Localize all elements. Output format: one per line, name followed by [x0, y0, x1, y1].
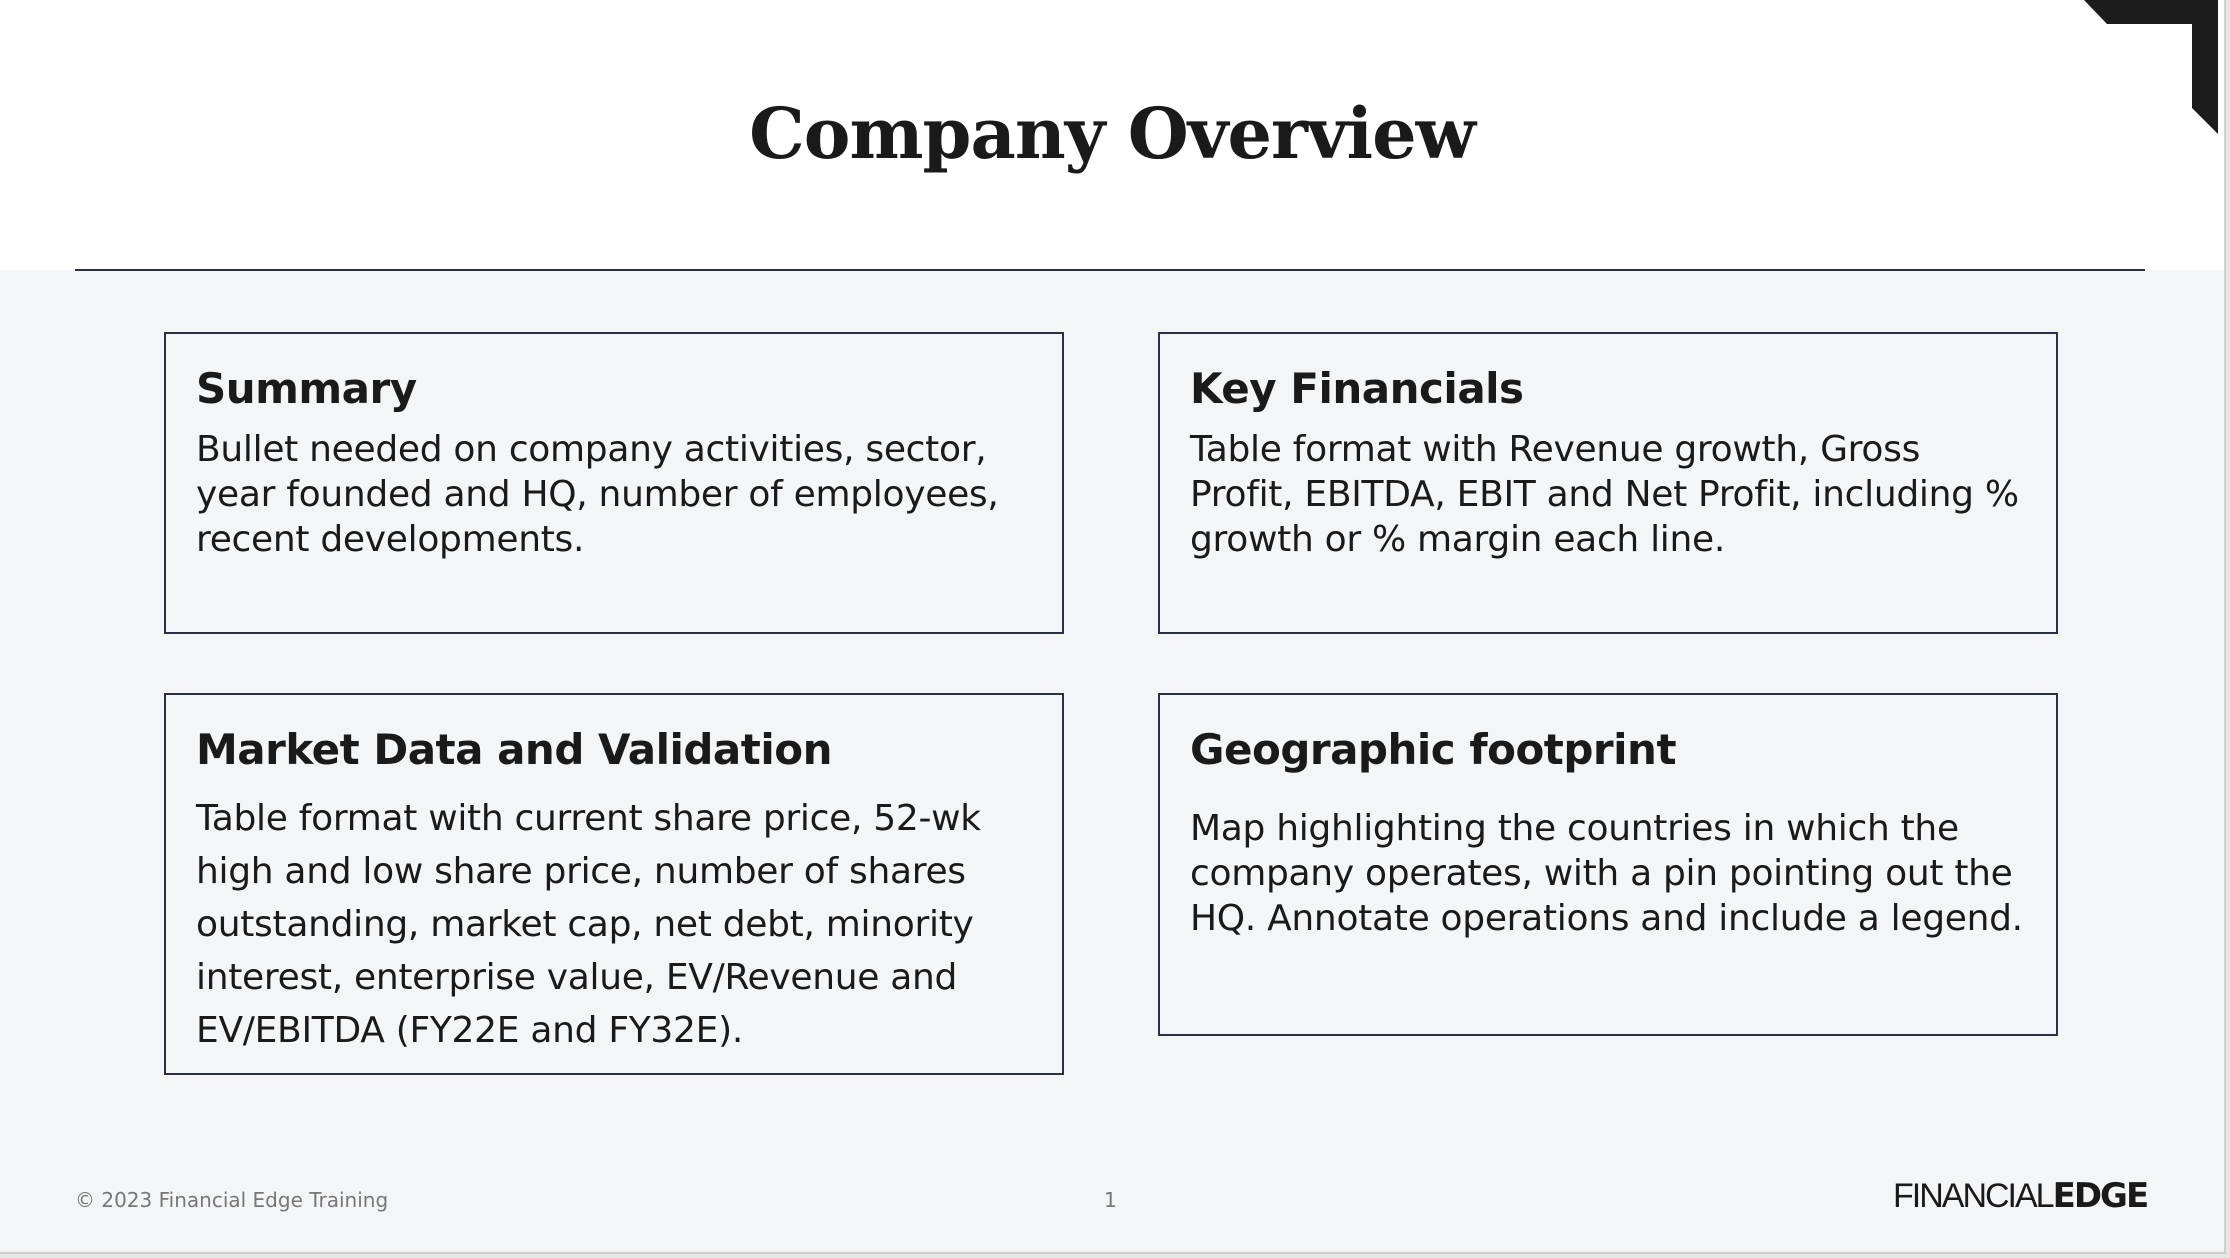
box-heading: Geographic footprint — [1190, 725, 1677, 774]
logo-text-thin: FINANCIAL — [1893, 1177, 2053, 1215]
key-financials-box — [1158, 332, 2058, 634]
logo-text-bold: EDGE — [2052, 1176, 2148, 1216]
divider — [75, 269, 2145, 271]
page-title: Company Overview — [749, 92, 1475, 175]
box-body: Table format with Revenue growth, Gross Profit, EBITDA, EBIT and Net Profit, including % growth or % margin each line. — [1190, 429, 2019, 560]
geographic-footprint-box — [1158, 693, 2058, 1036]
box-body: Table format with current share price, 52-wk high and low share price, number of shares outstanding, market cap, net debt, minority interest, enterprise value, EV/Revenue and EV/EBITDA (FY22E and FY32E). — [196, 798, 981, 1051]
copyright: © 2023 Financial Edge Training — [75, 1188, 389, 1212]
page-number: 1 — [1104, 1188, 1117, 1212]
box-body: Map highlighting the countries in which the company operates, with a pin pointing out the HQ. Annotate operations and include a legend. — [1190, 808, 2023, 939]
summary-box — [164, 332, 1064, 634]
box-heading: Summary — [196, 364, 417, 413]
box-heading: Key Financials — [1190, 364, 1524, 413]
box-body: Bullet needed on company activities, sector, year founded and HQ, number of employees, recent developments. — [196, 429, 999, 560]
financial-edge-logo — [1893, 1176, 2147, 1216]
box-heading: Market Data and Validation — [196, 725, 832, 774]
market-data-box — [164, 693, 1064, 1075]
